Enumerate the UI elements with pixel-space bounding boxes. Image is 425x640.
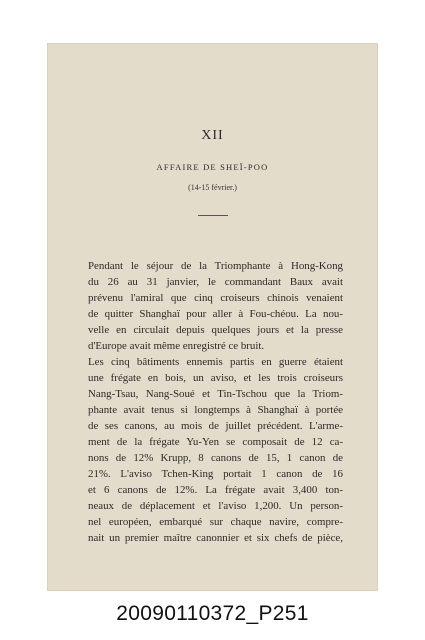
text-line: ment de la frégate Yu-Yen se composait de 12 ca- [88,436,343,448]
text-line: prévenu l'amiral que cinq croiseurs chinois venaient [88,292,343,304]
text-line: une frégate en bois, un aviso, et les trois croiseurs [88,372,343,384]
text-line: Les cinq bâtiments ennemis partis en guerre étaient [88,356,343,368]
text-line: nait un premier maître canonnier et six chefs de pièce, [88,532,343,544]
text-line: phante avait tenus si longtemps à Shanghaï à portée [88,404,343,416]
text-line: nel européen, embarqué sur chaque navire, compre- [88,516,343,528]
text-line: Pendant le séjour de la Triomphante à Hong-Kong [88,260,343,272]
body-text [88,258,343,546]
text-line: de quitter Shanghaï pour aller à Fou-chéou. La nou- [88,308,343,320]
text-line: neaux de déplacement et l'aviso 1,200. Un person- [88,500,343,512]
text-line: du 26 au 31 janvier, le commandant Baux avait [88,276,343,288]
text-line: velle en circulait depuis quelques jours et la presse [88,324,343,336]
chapter-title: AFFAIRE DE SHEÏ-POO [156,162,269,172]
text-line: de ses canons, au mois de juillet précédent. L'arme- [88,420,343,432]
text-line: Nang-Tsau, Nang-Soué et Tin-Tschou que la Triom- [88,388,343,400]
text-line: 21%. L'aviso Tchen-King portait 1 canon de 16 [88,468,343,480]
text-line: d'Europe avait même enregistré ce bruit. [88,340,265,352]
divider-rule [198,215,228,216]
chapter-dates: (14-15 février.) [188,183,237,192]
image-id-caption: 20090110372_P251 [116,602,309,625]
text-line: et 6 canons de 12%. La frégate avait 3,400 ton- [88,484,343,496]
chapter-number: XII [201,128,224,143]
text-line: nons de 12% Krupp, 8 canons de 15, 1 canon de [88,452,343,464]
book-page [48,44,377,590]
